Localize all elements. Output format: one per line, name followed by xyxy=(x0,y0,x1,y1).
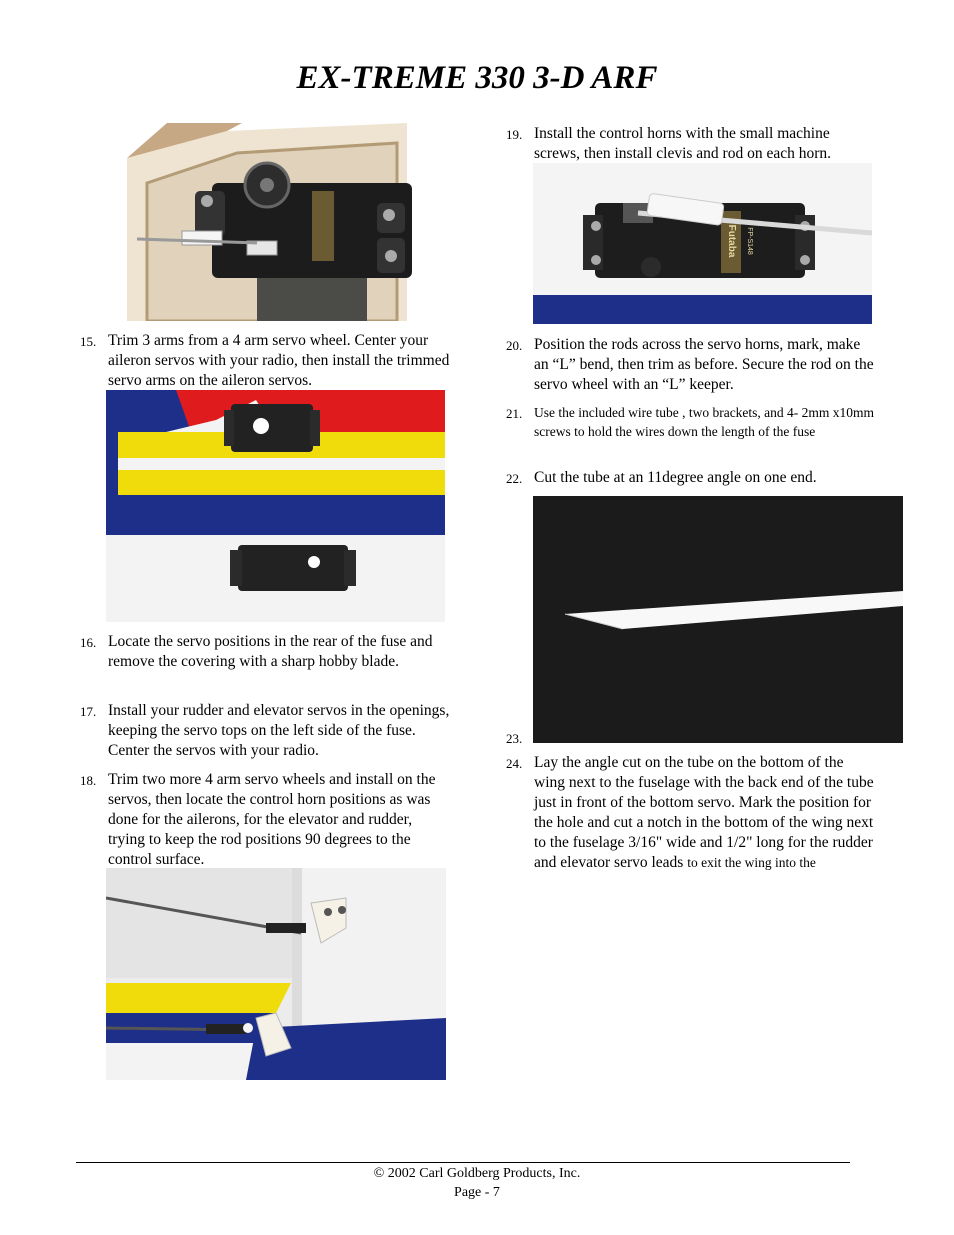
footer-page-number: Page - 7 xyxy=(454,1185,500,1200)
step-22 xyxy=(506,468,878,488)
step-number: 19. xyxy=(506,127,523,142)
step-text: Lay the angle cut on the tube on the bottom of the wing next to the fuselage with the back end of the tube just in front of the bottom servo. Mark the position for the hole and cut a notch in the bottom of the wing next to the fuselage 3/16" wide and 1/2" long for the rudder and elevator servo leads xyxy=(534,754,874,871)
photo-aileron-servos xyxy=(106,390,445,622)
step-number: 22. xyxy=(506,471,523,486)
photo-servo-clevis xyxy=(533,163,872,324)
step-21 xyxy=(506,403,878,460)
step-text: Install the control horns with the small machine screws, then install clevis and rod on each horn. xyxy=(534,125,831,162)
step-24 xyxy=(506,753,878,893)
step-number: 18. xyxy=(80,773,97,788)
step-text: Position the rods across the servo horns, mark, make an “L” bend, then trim as before. Secure the rod on the servo wheel with an “L” keeper. xyxy=(534,336,874,393)
step-15 xyxy=(80,331,452,391)
step-text: Locate the servo positions in the rear of the fuse and remove the covering with a sharp hobby blade. xyxy=(108,633,433,670)
step-text: Trim two more 4 arm servo wheels and install on the servos, then locate the control horn positions as was done for the ailerons, for the elevator and rudder, trying to keep the rod positions 90 degrees to the control surface. xyxy=(108,771,436,868)
photo-tail-control-horns xyxy=(106,868,446,1080)
step-number: 21. xyxy=(506,406,523,421)
step-number: 20. xyxy=(506,338,523,353)
page-title: EX-TREME 330 3-D ARF xyxy=(296,60,658,96)
step-text: Install your rudder and elevator servos in the openings, keeping the servo tops on the left side of the fuse. Center the servos with your radio. xyxy=(108,702,450,759)
step-text-tail: to exit the wing into the xyxy=(687,855,816,870)
photo-servo-in-wing-bay xyxy=(107,123,441,321)
step-text: Trim 3 arms from a 4 arm servo wheel. Center your aileron servos with your radio, then install the trimmed servo arms on the aileron servos. xyxy=(108,332,450,389)
step-20 xyxy=(506,335,878,395)
step-number: 16. xyxy=(80,635,97,650)
step-19 xyxy=(506,124,878,164)
step-text: Cut the tube at an 11degree angle on one end. xyxy=(534,469,817,486)
step-text: Use the included wire tube , two brackets, and 4- 2mm x10mm screws to hold the wires down the length of the fuse xyxy=(534,405,875,439)
photo-angled-tube-cut xyxy=(533,496,903,743)
footer-copyright: © 2002 Carl Goldberg Products, Inc. xyxy=(373,1166,581,1181)
step-number: 24. xyxy=(506,756,523,771)
step-16 xyxy=(80,632,452,692)
step-17 xyxy=(80,701,452,761)
servo-brand-label: Futaba xyxy=(726,224,737,258)
step-23 xyxy=(506,728,534,748)
step-number: 23. xyxy=(506,731,523,746)
step-18 xyxy=(80,770,452,870)
step-number: 15. xyxy=(80,334,97,349)
step-number: 17. xyxy=(80,704,97,719)
servo-model-label: FP-S148 xyxy=(746,227,753,255)
footer-divider xyxy=(76,1162,850,1163)
